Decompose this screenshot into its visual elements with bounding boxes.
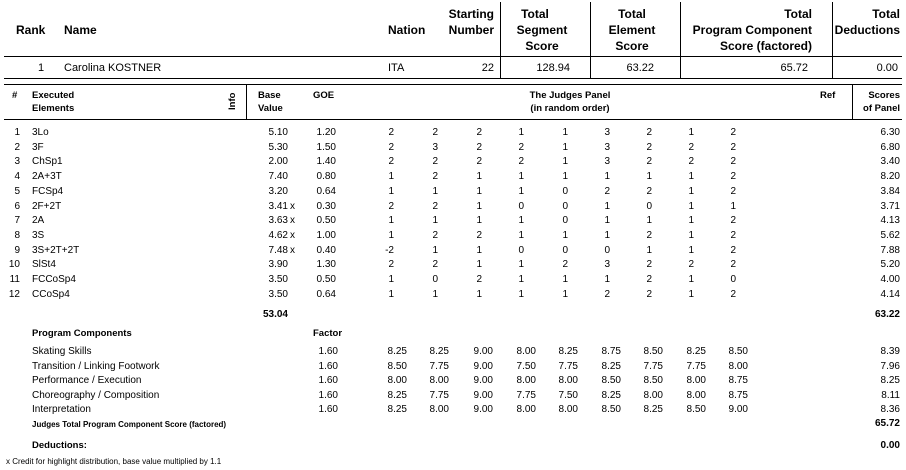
component-name: Transition / Linking Footwork xyxy=(32,360,160,372)
judge-score: 2 xyxy=(646,288,652,300)
component-judge-score: 8.25 xyxy=(387,404,407,415)
component-judge-score: 8.50 xyxy=(387,360,407,372)
component-factor: 1.60 xyxy=(318,375,338,386)
component-judge-score: 8.75 xyxy=(601,346,621,357)
judge-score: 0 xyxy=(518,200,524,212)
judge-score: 3 xyxy=(604,127,610,138)
nation-value: ITA xyxy=(388,62,405,74)
judge-score: 0 xyxy=(518,244,524,256)
judge-score: 2 xyxy=(730,215,736,227)
component-judge-score: 8.00 xyxy=(516,375,536,386)
panel-score: 7.88 xyxy=(880,244,900,256)
judge-score: 1 xyxy=(562,141,568,153)
judge-score: 1 xyxy=(562,156,568,168)
name-header: Name xyxy=(64,23,97,37)
judge-score: 2 xyxy=(730,171,736,183)
judge-score: 2 xyxy=(518,156,524,168)
judge-score: 1 xyxy=(518,229,524,241)
judge-score: 2 xyxy=(476,274,482,285)
component-judge-score: 8.00 xyxy=(387,375,407,386)
judge-score: 1 xyxy=(388,288,394,300)
component-judge-score: 9.00 xyxy=(473,375,493,386)
base-value: 3.50 xyxy=(268,288,288,300)
component-row xyxy=(0,389,906,403)
component-row xyxy=(0,403,906,417)
judge-score: 2 xyxy=(476,156,482,168)
judge-score: 2 xyxy=(432,171,438,183)
judge-score: 2 xyxy=(432,229,438,241)
judge-score: 1 xyxy=(688,127,694,138)
component-factor: 1.60 xyxy=(318,346,338,357)
component-row xyxy=(0,374,906,388)
component-judge-score: 8.25 xyxy=(387,346,407,357)
element-number: 10 xyxy=(8,259,20,271)
judge-score: 1 xyxy=(518,274,524,285)
judge-score: 2 xyxy=(432,200,438,212)
judge-score: 1 xyxy=(518,171,524,183)
goe-value: 0.50 xyxy=(316,274,336,285)
element-number: 5 xyxy=(14,185,20,197)
ref-header: Ref xyxy=(820,90,836,101)
element-header-1: Total xyxy=(618,7,646,21)
element-number: 11 xyxy=(9,274,20,285)
component-judge-score: 8.00 xyxy=(429,375,449,386)
component-judge-score: 8.00 xyxy=(429,404,449,415)
element-number: 9 xyxy=(14,244,20,256)
component-judge-score: 8.00 xyxy=(558,375,578,386)
element-row xyxy=(0,273,906,287)
component-judge-score: 8.50 xyxy=(686,404,706,415)
judge-score: 1 xyxy=(476,244,482,256)
segment-header-2: Segment xyxy=(516,23,568,37)
base-value: 3.20 xyxy=(268,185,288,197)
deductions-label: Deductions: xyxy=(32,440,87,451)
base-value: 3.41 xyxy=(268,200,288,212)
judge-score: 1 xyxy=(476,288,482,300)
component-judge-score: 7.50 xyxy=(558,389,578,401)
element-name: ChSp1 xyxy=(32,156,63,168)
rank-header: Rank xyxy=(16,23,46,37)
judge-score: 2 xyxy=(646,274,652,285)
component-judge-score: 8.50 xyxy=(601,375,621,386)
component-judge-score: 7.75 xyxy=(516,389,536,401)
judge-score: 1 xyxy=(476,200,482,212)
element-name: 3Lo xyxy=(32,127,49,138)
base-value: 5.10 xyxy=(268,127,288,138)
panel-score: 6.80 xyxy=(880,141,900,153)
component-judge-score: 8.25 xyxy=(686,346,706,357)
judge-score: 1 xyxy=(688,274,694,285)
judge-score: 1 xyxy=(604,274,610,285)
judge-score: 3 xyxy=(432,141,438,153)
judge-score: 1 xyxy=(518,288,524,300)
component-name: Choreography / Composition xyxy=(32,389,160,401)
judge-score: 0 xyxy=(432,274,438,285)
judge-score: 3 xyxy=(604,141,610,153)
judge-score: 1 xyxy=(604,229,610,241)
base-value: 7.40 xyxy=(268,171,288,183)
judge-score: 1 xyxy=(432,215,438,227)
judge-score: 1 xyxy=(388,185,394,197)
element-name: 2A xyxy=(32,215,45,227)
goe-value: 0.64 xyxy=(316,185,336,197)
element-score-value: 63.22 xyxy=(626,62,654,74)
element-row xyxy=(0,288,906,302)
judge-score: 2 xyxy=(646,127,652,138)
judge-score: 1 xyxy=(688,288,694,300)
component-judge-score: 8.00 xyxy=(558,404,578,415)
goe-value: 0.30 xyxy=(316,200,336,212)
component-judge-score: 7.50 xyxy=(516,360,536,372)
deductions-total-value: 0.00 xyxy=(880,440,900,451)
component-row xyxy=(0,360,906,374)
judge-score: 0 xyxy=(562,215,568,227)
elements-score-total: 63.22 xyxy=(874,309,900,320)
panel-score: 6.30 xyxy=(880,127,900,138)
judge-score: 1 xyxy=(688,171,694,183)
judge-score: 2 xyxy=(688,141,694,153)
judge-score: 2 xyxy=(388,127,394,138)
judge-score: 2 xyxy=(518,141,524,153)
judge-score: 1 xyxy=(432,185,438,197)
component-row xyxy=(0,345,906,359)
component-judge-score: 8.75 xyxy=(728,389,748,401)
judge-score: 1 xyxy=(518,127,524,138)
component-judge-score: 8.25 xyxy=(558,346,578,357)
judge-score: 2 xyxy=(730,229,736,241)
component-judge-score: 9.00 xyxy=(473,404,493,415)
judge-score: 1 xyxy=(518,259,524,271)
judge-score: 1 xyxy=(476,259,482,271)
component-factor: 1.60 xyxy=(318,360,338,372)
judge-score: 1 xyxy=(388,171,394,183)
judge-score: 1 xyxy=(562,171,568,183)
deductions-header-2: Deductions xyxy=(834,23,900,37)
judge-score: 1 xyxy=(688,215,694,227)
element-row xyxy=(0,200,906,214)
component-judge-score: 9.00 xyxy=(473,346,493,357)
component-judge-score: 8.00 xyxy=(686,375,706,386)
component-name: Performance / Execution xyxy=(32,375,142,386)
judge-score: 2 xyxy=(476,127,482,138)
component-score: 8.11 xyxy=(881,389,900,401)
deductions-value: 0.00 xyxy=(876,62,898,74)
element-row xyxy=(0,258,906,272)
judge-score: 2 xyxy=(688,259,694,271)
element-number: 1 xyxy=(14,127,20,138)
judge-score: 1 xyxy=(646,171,652,183)
panel-header-1: The Judges Panel xyxy=(529,90,611,101)
element-name: 3S+2T+2T xyxy=(32,244,80,256)
components-total-value: 65.72 xyxy=(874,418,900,429)
panel-score: 4.13 xyxy=(880,215,900,227)
judge-score: 2 xyxy=(604,185,610,197)
panel-score: 4.14 xyxy=(880,288,900,300)
element-number: 2 xyxy=(14,141,20,153)
judge-score: 2 xyxy=(730,244,736,256)
judge-score: 2 xyxy=(388,200,394,212)
element-row xyxy=(0,185,906,199)
judge-score: 2 xyxy=(688,156,694,168)
judge-score: 1 xyxy=(730,200,736,212)
element-name: 3F xyxy=(32,141,44,153)
panel-score: 4.00 xyxy=(880,274,900,285)
component-judge-score: 7.75 xyxy=(643,360,663,372)
component-judge-score: 8.25 xyxy=(643,404,663,415)
judge-score: 2 xyxy=(646,185,652,197)
executed-header-2: Elements xyxy=(32,103,75,114)
base-value: 3.90 xyxy=(268,259,288,271)
goe-value: 0.80 xyxy=(316,171,336,183)
component-judge-score: 8.50 xyxy=(643,346,663,357)
goe-value: 1.00 xyxy=(316,229,336,241)
element-name: SlSt4 xyxy=(32,259,56,271)
factor-header: Factor xyxy=(313,328,343,339)
judge-score: 2 xyxy=(476,229,482,241)
judge-score: 2 xyxy=(388,156,394,168)
element-header-2: Element xyxy=(608,23,656,37)
panel-score: 3.84 xyxy=(880,185,900,197)
component-judge-score: 9.00 xyxy=(473,389,493,401)
judge-score: 2 xyxy=(388,141,394,153)
judge-score: 2 xyxy=(730,127,736,138)
judge-score: 2 xyxy=(646,259,652,271)
judge-score: 0 xyxy=(604,244,610,256)
component-score: 7.96 xyxy=(880,360,900,372)
starting-number-value: 22 xyxy=(481,62,494,74)
goe-value: 0.64 xyxy=(316,288,336,300)
judge-score: 2 xyxy=(476,141,482,153)
panel-score: 5.62 xyxy=(880,229,900,241)
judge-score: 1 xyxy=(604,215,610,227)
component-judge-score: 8.50 xyxy=(728,346,748,357)
component-name: Interpretation xyxy=(32,404,91,415)
element-row xyxy=(0,214,906,228)
component-factor: 1.60 xyxy=(318,404,338,415)
goe-value: 0.40 xyxy=(316,244,336,256)
judge-score: 1 xyxy=(562,288,568,300)
element-name: 3S xyxy=(32,229,45,241)
judge-score: 1 xyxy=(562,229,568,241)
judge-score: 0 xyxy=(562,185,568,197)
judge-score: 1 xyxy=(604,200,610,212)
goe-value: 1.50 xyxy=(316,141,336,153)
components-header: Program Components xyxy=(32,328,132,339)
pcs-score-value: 65.72 xyxy=(780,62,808,74)
judge-score: 2 xyxy=(562,259,568,271)
judge-score: 2 xyxy=(730,259,736,271)
judge-score: 1 xyxy=(562,127,568,138)
segment-header-3: Score xyxy=(525,39,559,53)
judge-score: 2 xyxy=(388,259,394,271)
judge-score: 1 xyxy=(688,229,694,241)
base-total: 53.04 xyxy=(262,309,288,320)
component-judge-score: 8.25 xyxy=(387,389,407,401)
component-score: 8.25 xyxy=(880,375,900,386)
component-judge-score: 8.25 xyxy=(429,346,449,357)
rank-value: 1 xyxy=(38,62,45,74)
element-name: CCoSp4 xyxy=(32,288,70,300)
component-judge-score: 8.00 xyxy=(516,404,536,415)
component-judge-score: 8.75 xyxy=(728,375,748,386)
credit-marker: x xyxy=(290,229,295,241)
component-judge-score: 8.50 xyxy=(601,404,621,415)
judge-score: 1 xyxy=(476,171,482,183)
judge-score: 1 xyxy=(388,229,394,241)
base-value: 4.62 xyxy=(268,229,288,241)
base-value: 3.50 xyxy=(268,274,288,285)
judge-score: 1 xyxy=(604,171,610,183)
judge-score: 3 xyxy=(604,156,610,168)
goe-value: 1.20 xyxy=(316,127,336,138)
component-judge-score: 8.00 xyxy=(643,389,663,401)
element-number: 8 xyxy=(14,229,20,241)
starting-header-1: Starting xyxy=(448,7,494,21)
base-header-1: Base xyxy=(258,90,281,101)
judge-score: 2 xyxy=(432,156,438,168)
element-number: 7 xyxy=(14,215,20,227)
judge-score: 2 xyxy=(646,141,652,153)
judge-score: 1 xyxy=(518,215,524,227)
judge-score: 1 xyxy=(688,244,694,256)
base-value: 3.63 xyxy=(268,215,288,227)
panel-score: 8.20 xyxy=(880,171,900,183)
component-factor: 1.60 xyxy=(318,389,338,401)
base-header-2: Value xyxy=(258,103,283,114)
judge-score: 0 xyxy=(562,244,568,256)
judge-score: 2 xyxy=(730,185,736,197)
judge-score: 2 xyxy=(432,259,438,271)
judge-score: 2 xyxy=(646,156,652,168)
element-name: FCSp4 xyxy=(32,185,64,197)
component-judge-score: 8.00 xyxy=(728,360,748,372)
component-judge-score: 8.00 xyxy=(686,389,706,401)
panel-score: 5.20 xyxy=(880,259,900,271)
judge-score: 1 xyxy=(562,274,568,285)
judge-score: 0 xyxy=(562,200,568,212)
deductions-header-1: Total xyxy=(872,7,900,21)
component-judge-score: 9.00 xyxy=(473,360,493,372)
credit-marker: x xyxy=(290,215,295,227)
judge-score: 1 xyxy=(476,215,482,227)
scores-header-2: of Panel xyxy=(863,103,900,114)
component-judge-score: 8.00 xyxy=(516,346,536,357)
judge-score: 2 xyxy=(646,229,652,241)
component-judge-score: 7.75 xyxy=(429,389,449,401)
executed-header-1: Executed xyxy=(32,90,75,101)
goe-value: 1.30 xyxy=(316,259,336,271)
component-judge-score: 7.75 xyxy=(558,360,578,372)
component-judge-score: 7.75 xyxy=(686,360,706,372)
component-score: 8.36 xyxy=(880,404,900,415)
component-judge-score: 7.75 xyxy=(429,360,449,372)
segment-header-1: Total xyxy=(521,7,549,21)
judge-score: 0 xyxy=(646,200,652,212)
judge-score: 2 xyxy=(730,288,736,300)
judge-score: 1 xyxy=(646,215,652,227)
component-score: 8.39 xyxy=(880,346,900,357)
element-number: 4 xyxy=(14,171,20,183)
component-judge-score: 9.00 xyxy=(728,404,748,415)
judge-score: 1 xyxy=(432,244,438,256)
element-name: 2F+2T xyxy=(32,200,62,212)
base-value: 2.00 xyxy=(268,156,288,168)
info-header: Info xyxy=(227,92,238,110)
judge-score: 1 xyxy=(476,185,482,197)
judge-score: 3 xyxy=(604,259,610,271)
components-total-label: Judges Total Program Component Score (factored) xyxy=(32,420,227,429)
judge-score: 2 xyxy=(730,141,736,153)
judge-score: 1 xyxy=(688,200,694,212)
component-name: Skating Skills xyxy=(32,346,92,357)
panel-header-2: (in random order) xyxy=(530,103,610,114)
starting-header-2: Number xyxy=(448,23,494,37)
judge-score: 2 xyxy=(604,288,610,300)
panel-score: 3.40 xyxy=(880,156,900,168)
element-row xyxy=(0,170,906,184)
judge-score: 1 xyxy=(432,288,438,300)
nation-header: Nation xyxy=(388,23,426,37)
goe-value: 1.40 xyxy=(316,156,336,168)
judge-score: 1 xyxy=(388,215,394,227)
footnote: x Credit for highlight distribution, base value multiplied by 1.1 xyxy=(6,457,222,466)
element-row xyxy=(0,229,906,243)
judge-score: -2 xyxy=(385,244,394,256)
component-judge-score: 8.25 xyxy=(601,389,621,401)
base-value: 5.30 xyxy=(268,141,288,153)
credit-marker: x xyxy=(290,244,295,256)
judge-score: 1 xyxy=(388,274,394,285)
judge-score: 2 xyxy=(730,156,736,168)
element-number: 3 xyxy=(14,156,20,168)
panel-score: 3.71 xyxy=(880,200,900,212)
goe-value: 0.50 xyxy=(316,215,336,227)
element-row xyxy=(0,126,906,140)
element-number: 6 xyxy=(14,200,20,212)
segment-score-value: 128.94 xyxy=(536,62,570,74)
pcs-header-3: Score (factored) xyxy=(719,39,812,53)
element-row xyxy=(0,244,906,258)
element-row xyxy=(0,141,906,155)
credit-marker: x xyxy=(290,200,295,212)
judge-score: 1 xyxy=(688,185,694,197)
judge-score: 2 xyxy=(432,127,438,138)
element-row xyxy=(0,155,906,169)
judge-score: 1 xyxy=(646,244,652,256)
judge-score: 1 xyxy=(518,185,524,197)
element-name: FCCoSp4 xyxy=(32,274,76,285)
skater-name: Carolina KOSTNER xyxy=(64,62,162,74)
element-header-3: Score xyxy=(615,39,649,53)
element-number: 12 xyxy=(8,288,20,300)
judge-score: 0 xyxy=(730,274,736,285)
pcs-header-1: Total xyxy=(784,7,812,21)
pcs-header-2: Program Component xyxy=(692,23,812,37)
component-judge-score: 8.25 xyxy=(601,360,621,372)
scores-header-1: Scores xyxy=(868,90,900,101)
component-judge-score: 8.50 xyxy=(643,375,663,386)
base-value: 7.48 xyxy=(268,244,288,256)
goe-header: GOE xyxy=(313,90,335,101)
element-name: 2A+3T xyxy=(32,171,62,183)
num-header: # xyxy=(12,90,18,101)
